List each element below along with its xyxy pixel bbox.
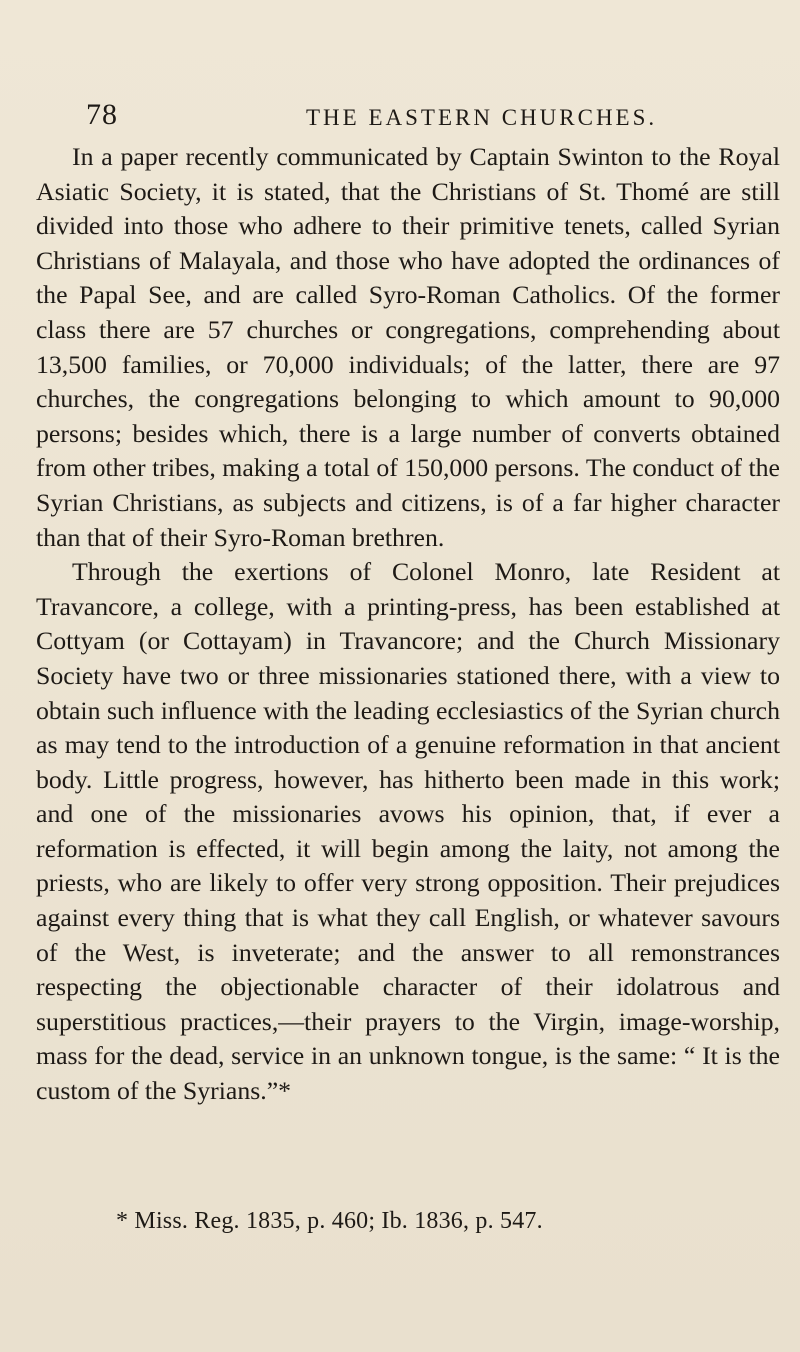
running-title: THE EASTERN CHURCHES. xyxy=(306,105,658,130)
page-number: 78 xyxy=(86,98,118,131)
body-text xyxy=(36,140,780,1109)
paragraph-1: In a paper recently communicated by Captain Swinton to the Royal Asiatic Society, it is stated, that the Christians of St. Thomé are still divided into those who adhere to their primitive tenets, called Syrian Christians of Malayala, and those who have adopted the ordinances of the Papal See, and are called Syro-Roman Catholics. Of the former class there are 57 churches or congregations, comprehending about 13,500 families, or 70,000 individuals; of the latter, there are 97 churches, the congregations belonging to which amount to 90,000 persons; besides which, there is a large number of converts obtained from other tribes, making a total of 150,000 persons. The conduct of the Syrian Christians, as subjects and citizens, is of a far higher character than that of their Syro-Roman brethren. xyxy=(36,142,780,552)
paragraph-2: Through the exertions of Colonel Monro, late Resident at Travancore, a college, with a printing-press, has been established at Cottyam (or Cottayam) in Travancore; and the Church Missionary Society have two or three missionaries stationed there, with a view to obtain such influence with the leading ecclesiastics of the Syrian church as may tend to the introduction of a genuine reformation in that ancient body. Little progress, however, has hitherto been made in this work; and one of the missionaries avows his opinion, that, if ever a reformation is effected, it will begin among the laity, not among the priests, who are likely to offer very strong opposition. Their prejudices against every thing that is what they call English, or whatever savours of the West, is inveterate; and the answer to all remonstrances respecting the objectionable character of their idolatrous and superstitious practices,—their prayers to the Virgin, image-worship, mass for the dead, service in an unknown tongue, is the same: “ It is the custom of the Syrians.”* xyxy=(36,557,780,1106)
running-head xyxy=(36,0,772,131)
footnote: * Miss. Reg. 1835, p. 460; Ib. 1836, p. 547. xyxy=(116,1208,543,1234)
